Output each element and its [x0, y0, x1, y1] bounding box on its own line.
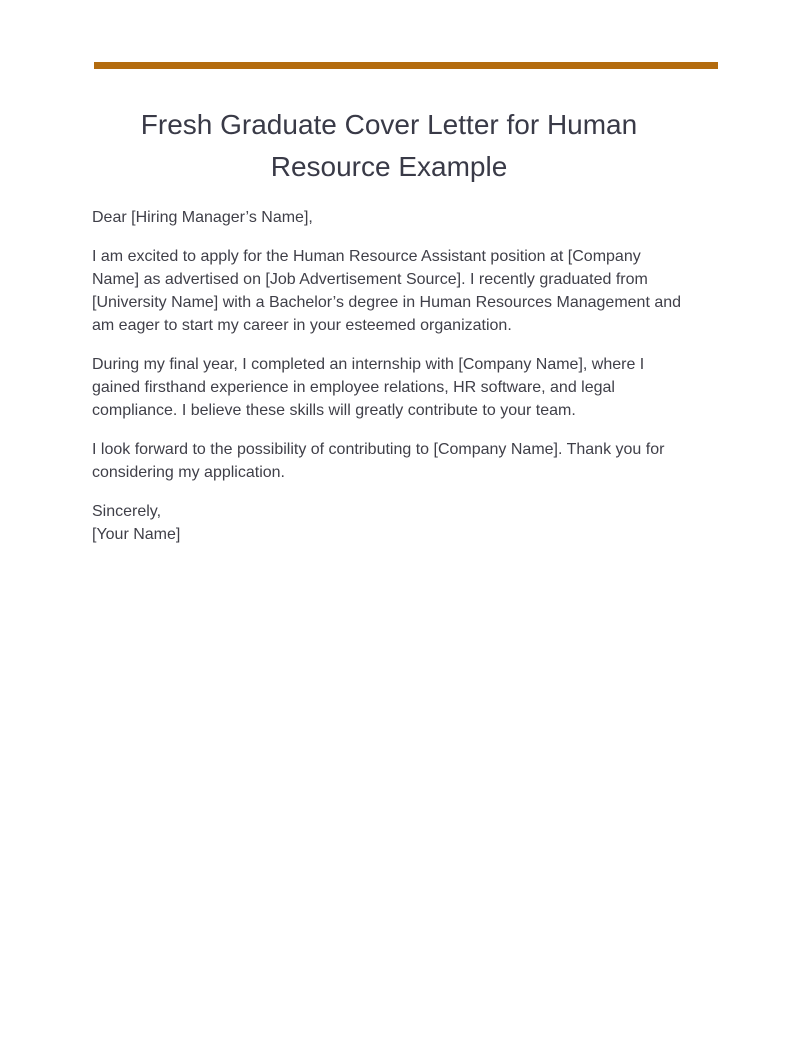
salutation: Dear [Hiring Manager’s Name],	[92, 209, 313, 226]
letter-paragraph-1: I am excited to apply for the Human Resource Assistant position at [Company Name] as advertised on [Job Advertisement Source]. I recently graduated from [University Name] with a Bachelor’s degree in Human Resources Management and am eager to start my career in your esteemed organization.	[92, 248, 682, 334]
letter-paragraph-2: During my final year, I completed an internship with [Company Name], where I gained firsthand experience in employee relations, HR software, and legal compliance. I believe these skills will greatly contribute to your team.	[92, 356, 645, 419]
title-accent-rule	[94, 62, 718, 69]
letter-body	[92, 206, 692, 562]
letter-paragraph-3: I look forward to the possibility of contributing to [Company Name]. Thank you for considering my application.	[92, 441, 665, 481]
document-title: Fresh Graduate Cover Letter for Human Resource Example	[140, 109, 638, 182]
closing: Sincerely,	[92, 503, 162, 520]
signature: [Your Name]	[92, 526, 181, 543]
signoff	[92, 500, 692, 546]
